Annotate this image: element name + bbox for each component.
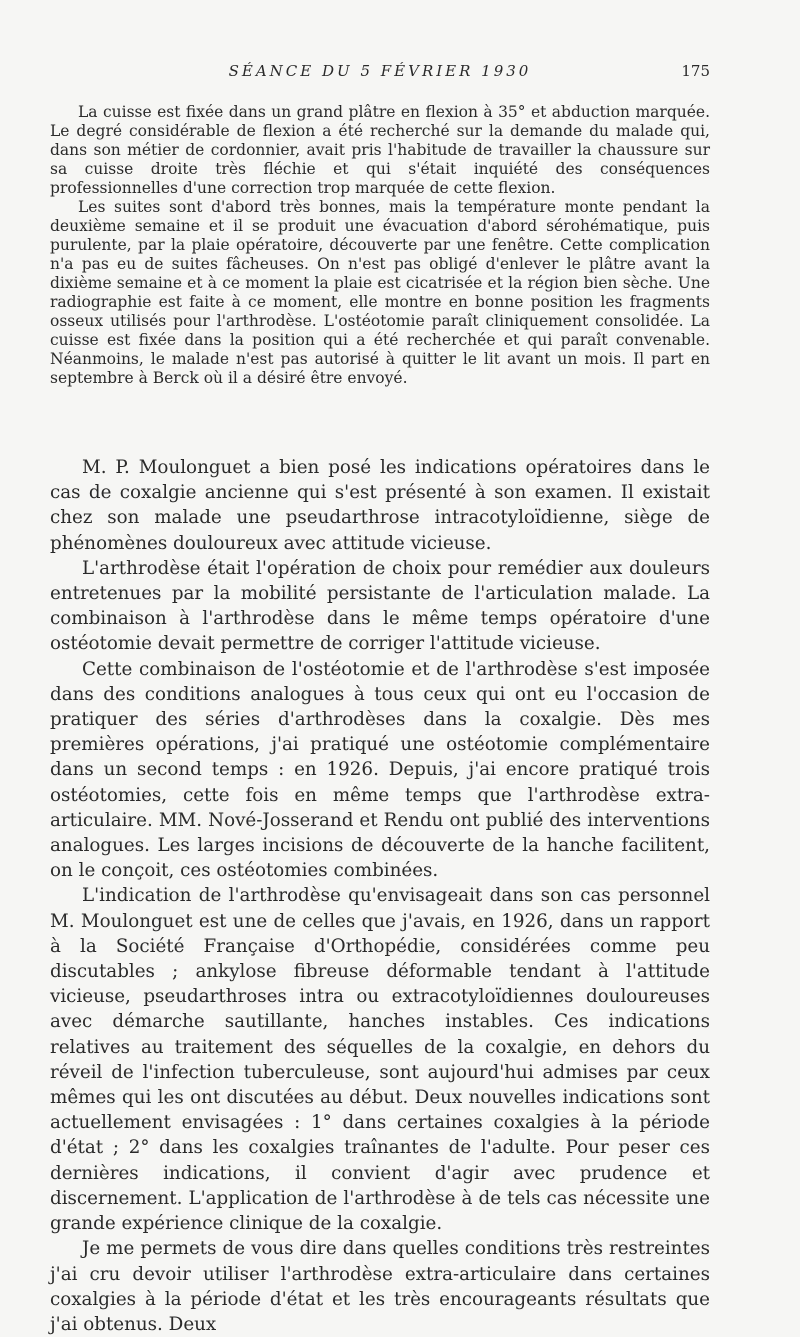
page-number: 175 <box>681 62 710 80</box>
discussion-block <box>50 455 710 1337</box>
paragraph: M. P. Moulonguet a bien posé les indications opératoires dans le cas de coxalgie ancienne qui s'est présenté à son examen. Il existait chez son malade une pseudarthrose intracotyloïdienne, siège de phénomènes douloureux avec attitude vicieuse. <box>50 457 710 554</box>
paragraph: Cette combinaison de l'ostéotomie et de l'arthrodèse s'est imposée dans des conditions analogues à tous ceux qui ont eu l'occasion de pratiquer des séries d'arthrodèses dans la coxalgie. Dès mes premières opérations, j'ai pratiqué une ostéotomie complémentaire dans un second temps : en 1926. Depuis, j'ai encore pratiqué trois ostéotomies, cette fois en même temps que l'arthrodèse extra-articulaire. MM. Nové-Josserand et Rendu ont publié des interventions analogues. Les larges incisions de découverte de la hanche facilitent, on le conçoit, ces ostéotomies combinées. <box>50 658 710 882</box>
case-report-block <box>50 103 710 388</box>
page-header <box>50 62 710 86</box>
paragraph: Les suites sont d'abord très bonnes, mais la température monte pendant la deuxième semaine et il se produit une évacuation d'abord sérohématique, puis purulente, par la plaie opératoire, découverte par une fenêtre. Cette complication n'a pas eu de suites fâcheuses. On n'est pas obligé d'enlever le plâtre avant la dixième semaine et à ce moment la plaie est cicatrisée et la région bien sèche. Une radiographie est faite à ce moment, elle montre en bonne position les fragments osseux utilisés pour l'arthrodèse. L'ostéotomie paraît cliniquement consolidée. La cuisse est fixée dans la position qui a été recherchée et qui paraît convenable. Néanmoins, le malade n'est pas autorisé à quitter le lit avant un mois. Il part en septembre à Berck où il a désiré être envoyé. <box>50 198 710 387</box>
paragraph: La cuisse est fixée dans un grand plâtre en flexion à 35° et abduction marquée. Le degré considérable de flexion a été recherché sur la demande du malade qui, dans son métier de cordonnier, avait pris l'habitude de travailler la chaussure sur sa cuisse droite très fléchie et qui s'était inquiété des conséquences professionnelles d'une correction trop marquée de cette flexion. <box>50 103 710 197</box>
paragraph: L'indication de l'arthrodèse qu'envisageait dans son cas personnel M. Moulonguet est une de celles que j'avais, en 1926, dans un rapport à la Société Française d'Orthopédie, considérées comme peu discutables ; ankylose fibreuse déformable tendant à l'attitude vicieuse, pseudarthroses intra ou extracotyloïdiennes douloureuses avec démarche sautillante, hanches instables. Ces indications relatives au traitement des séquelles de la coxalgie, en dehors du réveil de l'infection tuberculeuse, sont aujourd'hui admises par ceux mêmes qui les ont discutées au début. Deux nouvelles indications sont actuellement envisagées : 1° dans certaines coxalgies à la période d'état ; 2° dans les coxalgies traînantes de l'adulte. Pour peser ces dernières indications, il convient d'agir avec prudence et discernement. L'application de l'arthrodèse à de tels cas nécessite une grande expérience clinique de la coxalgie. <box>50 885 710 1235</box>
running-title: SÉANCE DU 5 FÉVRIER 1930 <box>228 62 532 80</box>
paragraph: L'arthrodèse était l'opération de choix pour remédier aux douleurs entretenues par la mobilité persistante de l'articulation malade. La combinaison à l'arthrodèse dans le même temps opératoire d'une ostéotomie devait permettre de corriger l'attitude vicieuse. <box>50 557 710 655</box>
paragraph: Je me permets de vous dire dans quelles conditions très restreintes j'ai cru devoir utiliser l'arthrodèse extra-articulaire dans certaines coxalgies à la période d'état et les très encourageants résultats que j'ai obtenus. Deux <box>50 1238 710 1335</box>
